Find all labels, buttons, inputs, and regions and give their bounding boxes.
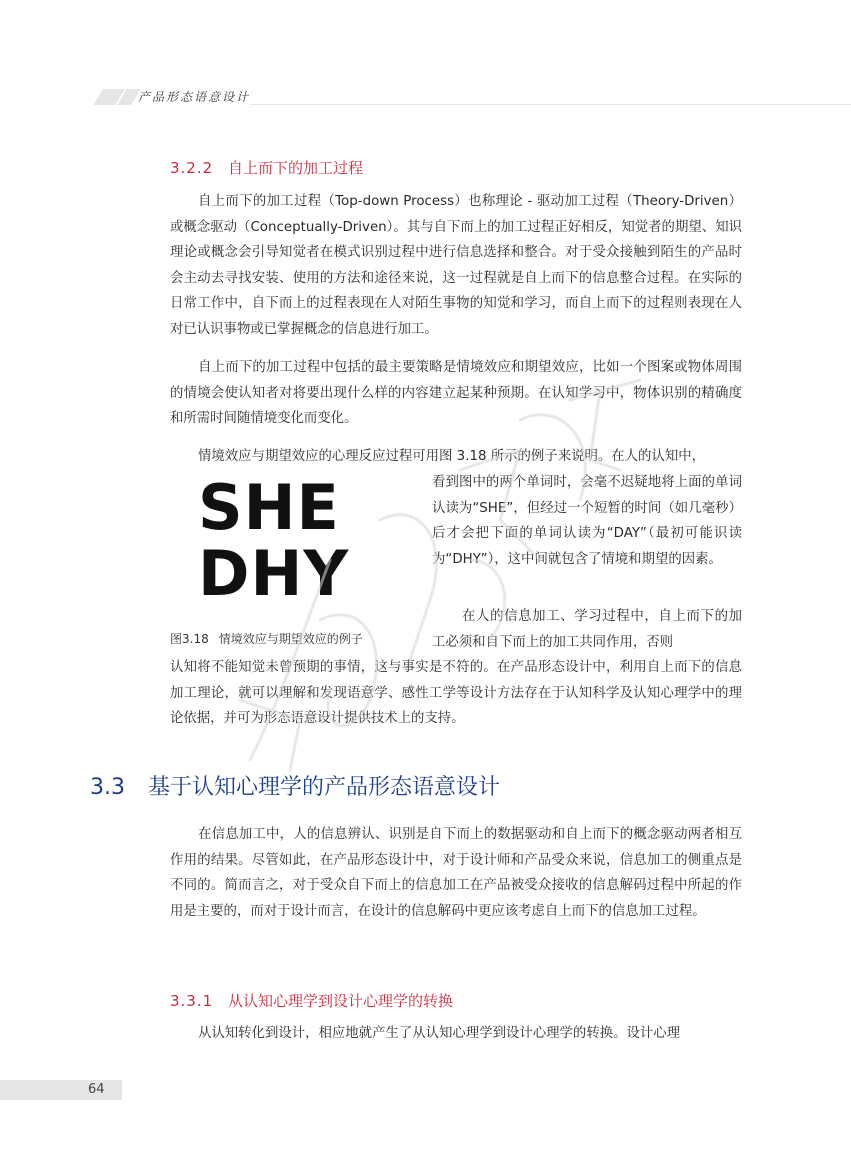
figure-caption [170,630,363,647]
paragraph-figure-lead: 情境效应与期望效应的心理反应过程可用图 3.18 所示的例子来说明。在人的认知中， [198,449,705,464]
subsection-title: 从认知心理学到设计心理学的转换 [228,992,454,1010]
paragraph-top-down-definition: 自上而下的加工过程（Top-down Process）也称理论 - 驱动加工过程（Theory-Driven）或概念驱动（Conceptually-Driven）。其与自下而上的加工过程正好相反，知觉者的期望、知识理论或概念会引导知觉者在模式识别过程中进行信息选择和整合。对于受众接触到陌生的产品时会主动去寻找安装、使用的方法和途径来说，这一过程就是自上而下的信息整合过程。在实际的日常工作中，自下而上的过程表现在人对陌生事物的知觉和学习，而自上而下的过程则表现在人对已认识事物或已掌握概念的信息进行加工。 [170,194,742,337]
paragraph-cognition-to-design: 从认知转化到设计，相应地就产生了从认知心理学到设计心理学的转换。设计心理 [198,1026,681,1041]
figure-caption-text: 情境效应与期望效应的例子 [218,632,363,646]
section-heading-3-3 [90,770,500,801]
paragraph-figure-side: 看到图中的两个单词时，会毫不迟疑地将上面的单词认读为“SHE”，但经过一个短暂的时间（如几毫秒）后才会把下面的单词认读为“DAY”（最初可能识读为“DHY”），这中间就包含了情境和期望的因素。 [432,475,742,567]
subsection-number: 3.3.1 [170,992,214,1010]
paragraph-combined-processing-rest: 认知将不能知觉未曾预期的事情，这与事实是不符的。在产品形态设计中，利用自上而下的信息加工理论，就可以理解和发现语意学、感性工学等设计方法存在于认知科学及认知心理学中的理论依据，并可为形态语意设计提供技术上的支持。 [170,660,742,727]
paragraph-combined-processing-side: 在人的信息加工、学习过程中，自上而下的加工必须和自下而上的加工共同作用，否则 [432,609,742,650]
paragraph-context-effect: 自上而下的加工过程中包括的最主要策略是情境效应和期望效应，比如一个图案或物体周围的情境会使认知者对将要出现什么样的内容建立起某种预期。在认知学习中，物体识别的精确度和所需时间随情境变化而变化。 [170,360,742,427]
header-rule [250,104,851,105]
subsection-heading-3-2-2 [170,157,363,178]
figure-caption-number: 图3.18 [170,632,209,646]
page-number: 64 [88,1082,105,1097]
paragraph-information-processing: 在信息加工中，人的信息辨认、识别是自下而上的数据驱动和自上而下的概念驱动两者相互作用的结果。尽管如此，在产品形态设计中，对于设计师和产品受众来说，信息加工的侧重点是不同的。简而言之，对于受众自下而上的信息加工在产品被受众接收的信息解码过程中所起的作用是主要的，而对于设计而言，在设计的信息解码中更应该考虑自上而下的信息加工过程。 [170,827,742,919]
section-title: 基于认知心理学的产品形态语意设计 [148,775,501,800]
subsection-heading-3-3-1 [170,990,453,1011]
subsection-number: 3.2.2 [170,159,214,177]
figure-3-18 [170,473,432,655]
figure-image [198,471,350,615]
figure-word-bottom: DHY [198,537,350,610]
subsection-title: 自上而下的加工过程 [228,159,364,177]
running-title: 产品形态语意设计 [138,90,251,104]
figure-word-top: SHE [198,471,340,544]
section-number: 3.3 [90,775,125,800]
